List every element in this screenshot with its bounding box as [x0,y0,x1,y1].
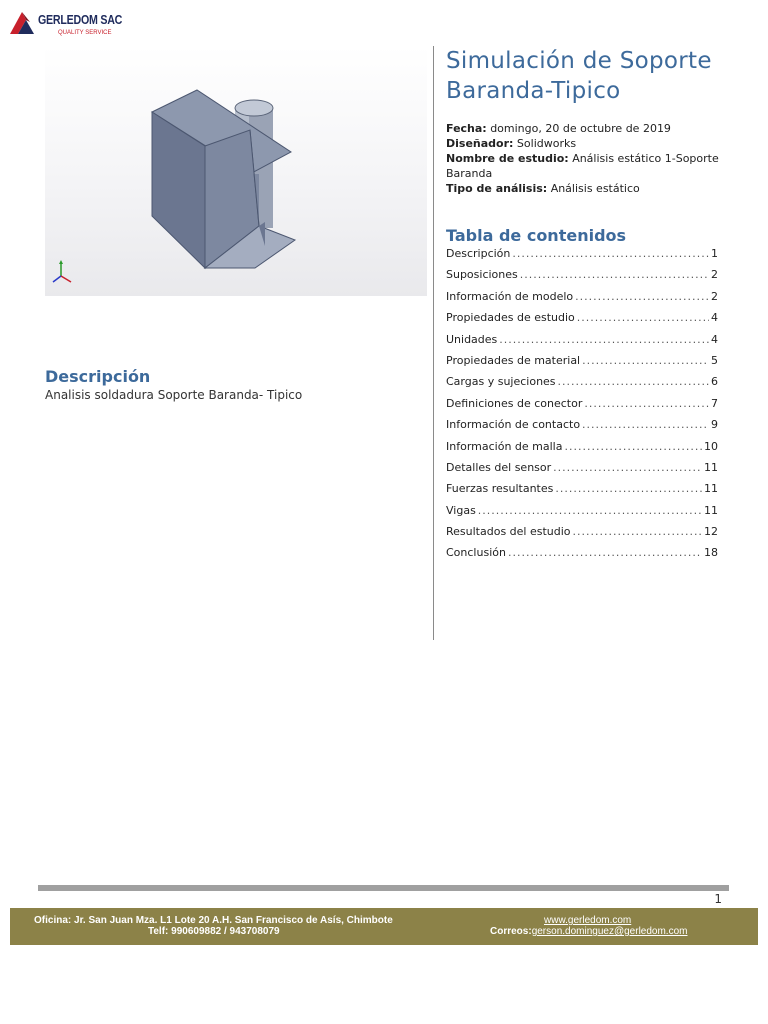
title-line-2: Baranda-Tipico [446,78,621,104]
toc-heading: Tabla de contenidos [446,226,627,245]
toc-entry[interactable] [446,525,718,546]
toc-entry-page: 4 [711,311,718,325]
toc-entry[interactable] [446,504,718,525]
toc-leader-dots [573,525,702,538]
website-link[interactable]: www.gerledom.com [544,915,632,926]
meta-tipo: Tipo de análisis: Análisis estático [446,182,640,195]
toc-entry-page: 4 [711,332,718,346]
toc-entry[interactable] [446,482,718,503]
meta-disenador: Diseñador: Solidworks [446,137,577,150]
toc-entry-label: Unidades [446,332,498,346]
title-line-1: Simulación de Soporte [446,48,712,74]
toc-entry-page: 7 [711,396,718,410]
toc-entry-label: Fuerzas resultantes [446,482,554,496]
toc-leader-dots [577,311,709,324]
toc-entry-page: 12 [704,525,718,539]
meta-estudio: Nombre de estudio: Análisis estático 1-Soporte Baranda [446,152,719,180]
model-render-image [45,46,427,296]
description-text: Analisis soldadura Soporte Baranda- Tipico [45,388,303,402]
email-link[interactable]: gerson.dominguez@gerledom.com [531,926,688,937]
toc-entry-page: 6 [711,375,718,389]
toc-entry[interactable] [446,290,718,311]
toc-entry-label: Conclusión [446,546,506,560]
red-blue-triangle-logo-icon [8,8,38,36]
toc-leader-dots [575,290,709,303]
toc-entry-label: Vigas [446,503,476,517]
toc-entry-page: 11 [704,482,718,496]
email-line [490,926,687,937]
toc-entry-label: Información de malla [446,439,563,453]
company-name: GERLEDOM SAC [38,12,123,27]
toc-entry-page: 18 [704,546,718,560]
toc-entry-page: 10 [704,439,718,453]
toc-leader-dots [553,461,702,474]
footer-rule [38,885,729,891]
toc-entry-label: Información de contacto [446,418,581,432]
toc-leader-dots [512,247,709,260]
footer-band [10,908,758,945]
toc-entry[interactable] [446,461,718,482]
toc-entry-label: Definiciones de conector [446,396,583,410]
meta-fecha: Fecha: domingo, 20 de octubre de 2019 [446,122,671,135]
toc-leader-dots [555,482,702,495]
page-number: 1 [714,892,722,906]
toc-leader-dots [478,504,702,517]
toc-entry[interactable] [446,418,718,439]
company-logo [8,8,128,40]
table-of-contents [446,247,718,568]
toc-entry-page: 11 [704,503,718,517]
office-address: Oficina: Jr. San Juan Mza. L1 Lote 20 A.H. San Francisco de Asís, Chimbote [34,915,393,926]
toc-entry-page: 9 [711,418,718,432]
toc-entry[interactable] [446,440,718,461]
toc-entry[interactable] [446,397,718,418]
toc-entry-page: 5 [711,353,718,367]
toc-entry[interactable] [446,333,718,354]
toc-entry-page: 2 [711,268,718,282]
toc-entry[interactable] [446,311,718,332]
toc-leader-dots [582,354,709,367]
toc-entry[interactable] [446,354,718,375]
toc-entry[interactable] [446,546,718,567]
study-metadata [446,121,726,196]
axis-triad-icon [53,260,71,282]
toc-entry-label: Suposiciones [446,268,518,282]
toc-leader-dots [520,268,709,281]
toc-leader-dots [582,418,709,431]
description-heading: Descripción [45,367,151,386]
toc-leader-dots [499,333,709,346]
toc-entry-page: 11 [704,460,718,474]
company-tagline: QUALITY SERVICE [58,30,112,36]
toc-leader-dots [508,546,702,559]
column-divider [433,46,434,640]
toc-entry-label: Propiedades de estudio [446,311,575,325]
toc-entry[interactable] [446,375,718,396]
toc-entry[interactable] [446,247,718,268]
phone-numbers: Telf: 990609882 / 943708079 [148,926,280,937]
toc-leader-dots [558,375,709,388]
email-label: Correos: [490,926,532,937]
toc-entry-page: 1 [711,247,718,260]
document-title [446,46,746,106]
toc-entry-label: Descripción [446,247,511,260]
toc-entry-label: Resultados del estudio [446,525,571,539]
toc-entry-label: Cargas y sujeciones [446,375,556,389]
toc-entry-label: Propiedades de material [446,353,581,367]
toc-entry-page: 2 [711,289,718,303]
toc-entry-label: Detalles del sensor [446,460,552,474]
toc-entry-label: Información de modelo [446,289,574,303]
toc-leader-dots [584,397,709,410]
toc-entry[interactable] [446,268,718,289]
toc-leader-dots [564,440,702,453]
